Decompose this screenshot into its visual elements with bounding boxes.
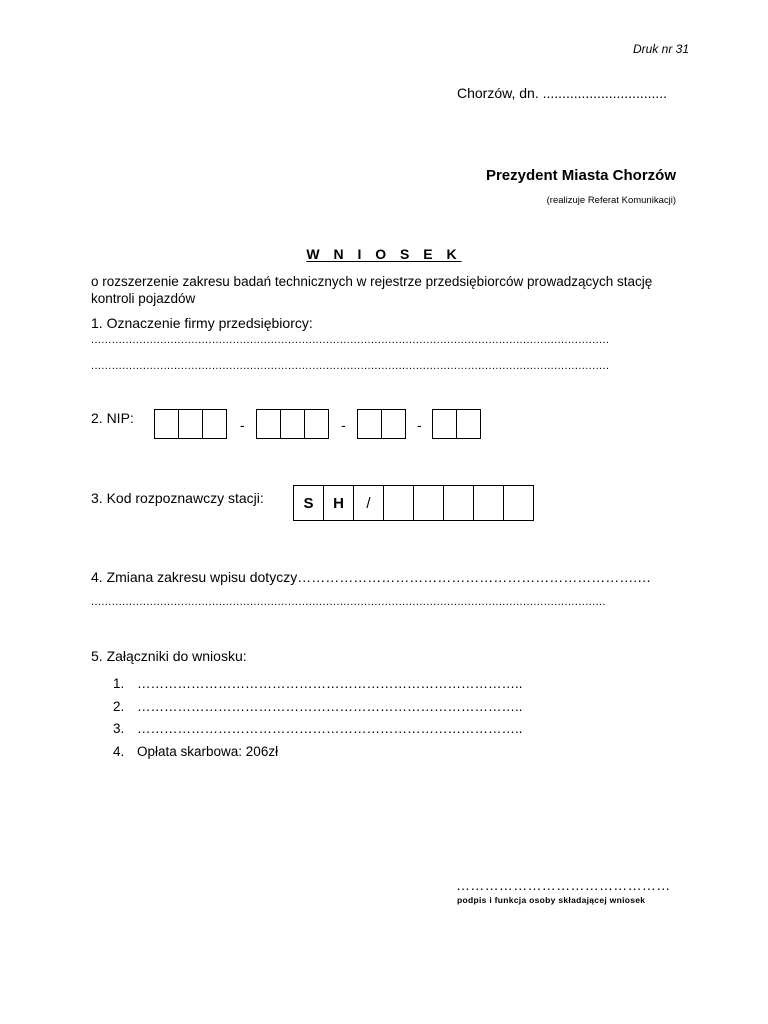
nip-label: 2. NIP: bbox=[91, 410, 134, 426]
form-number: Druk nr 31 bbox=[632, 42, 689, 56]
attachment-field[interactable]: ………………………………………………………………………….. bbox=[137, 676, 523, 691]
attachment-item[interactable] bbox=[113, 673, 523, 696]
nip-digit-box[interactable] bbox=[456, 409, 481, 439]
stamp-duty-text: Opłata skarbowa: 206zł bbox=[137, 743, 279, 759]
station-code-box[interactable] bbox=[383, 485, 414, 521]
signature-field[interactable]: ……………………………………… bbox=[456, 877, 671, 893]
nip-separator: - bbox=[240, 417, 245, 433]
scope-change-label[interactable]: 4. Zmiana zakresu wpisu dotyczy……………………………………………………………….… bbox=[91, 569, 652, 585]
attachments-label: 5. Załączniki do wniosku: bbox=[91, 648, 247, 664]
nip-digit-box[interactable] bbox=[357, 409, 382, 439]
nip-group-1[interactable] bbox=[154, 409, 227, 439]
place-date-line: Chorzów, dn. ................................ bbox=[457, 85, 668, 101]
attachments-list bbox=[113, 673, 523, 763]
station-code-prefix-h: H bbox=[323, 485, 354, 521]
nip-digit-box[interactable] bbox=[280, 409, 305, 439]
station-code-label: 3. Kod rozpoznawczy stacji: bbox=[91, 490, 264, 506]
document-subject: o rozszerzenie zakresu badań technicznych w rejestrze przedsiębiorców prowadzących stację kontroli pojazdów bbox=[91, 274, 653, 306]
nip-separator: - bbox=[417, 417, 422, 433]
attachment-number: 2. bbox=[113, 698, 125, 714]
station-code-slash: / bbox=[353, 485, 384, 521]
nip-group-3[interactable] bbox=[357, 409, 406, 439]
nip-digit-box[interactable] bbox=[432, 409, 457, 439]
attachment-number: 3. bbox=[113, 721, 125, 736]
attachment-item bbox=[113, 741, 523, 764]
nip-separator: - bbox=[341, 417, 346, 433]
station-code-field[interactable] bbox=[293, 485, 534, 521]
attachment-field[interactable]: ………………………………………………………………………….. bbox=[137, 721, 523, 736]
nip-digit-box[interactable] bbox=[202, 409, 227, 439]
signature-label: podpis i funkcja osoby składającej wniosek bbox=[457, 895, 646, 905]
company-name-field-line2[interactable]: ...................................................................................................................................................... bbox=[91, 360, 610, 372]
company-name-field-line1[interactable]: ...................................................................................................................................................... bbox=[91, 334, 610, 346]
nip-digit-box[interactable] bbox=[256, 409, 281, 439]
station-code-prefix-s: S bbox=[293, 485, 324, 521]
station-code-box[interactable] bbox=[473, 485, 504, 521]
nip-group-2[interactable] bbox=[256, 409, 329, 439]
station-code-box[interactable] bbox=[413, 485, 444, 521]
nip-digit-box[interactable] bbox=[154, 409, 179, 439]
section1-label: 1. Oznaczenie firmy przedsiębiorcy: bbox=[91, 315, 313, 331]
recipient-note: (realizuje Referat Komunikacji) bbox=[546, 195, 676, 206]
nip-group-4[interactable] bbox=[432, 409, 481, 439]
attachment-field[interactable]: ………………………………………………………………………….. bbox=[137, 698, 523, 714]
recipient-title: Prezydent Miasta Chorzów bbox=[485, 167, 676, 184]
nip-digit-box[interactable] bbox=[381, 409, 406, 439]
attachment-item[interactable] bbox=[113, 696, 523, 719]
station-code-box[interactable] bbox=[443, 485, 474, 521]
document-title: W N I O S E K bbox=[306, 246, 462, 262]
attachment-item[interactable] bbox=[113, 718, 523, 741]
attachment-number: 4. bbox=[113, 743, 125, 759]
nip-digit-box[interactable] bbox=[178, 409, 203, 439]
attachment-number: 1. bbox=[113, 676, 125, 691]
scope-change-field-line2[interactable]: ..................................................................................................................................................... bbox=[91, 596, 606, 608]
nip-digit-box[interactable] bbox=[304, 409, 329, 439]
station-code-box[interactable] bbox=[503, 485, 534, 521]
